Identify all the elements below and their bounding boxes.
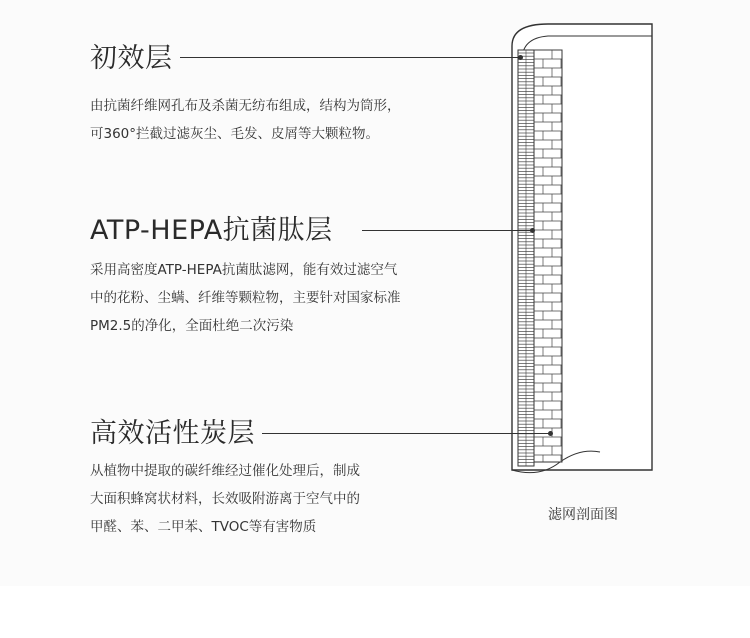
layer-carbon (90, 417, 360, 541)
carbon-honeycomb-strip (534, 50, 562, 462)
leader-dot-primary (518, 55, 523, 60)
layer-desc-line: 甲醛、苯、二甲苯、TVOC等有害物质 (90, 519, 317, 535)
leader-dot-carbon (548, 431, 553, 436)
layer-desc-line: 从植物中提取的碳纤维经过催化处理后，制成 (90, 463, 360, 479)
layer-hepa (90, 214, 401, 340)
diagram-caption: 滤网剖面图 (548, 507, 618, 523)
layer-desc-line: 采用高密度ATP-HEPA抗菌肽滤网，能有效过滤空气 (90, 262, 398, 278)
hepa-mesh-strip (518, 50, 534, 466)
layer-desc-line: 可360°拦截过滤灰尘、毛发、皮屑等大颗粒物。 (90, 126, 380, 142)
leader-line-hepa (362, 230, 532, 231)
layer-desc-line: 中的花粉、尘螨、纤维等颗粒物，主要针对国家标准 (90, 290, 401, 306)
layer-desc-line: 大面积蜂窝状材料，长效吸附游离于空气中的 (90, 491, 360, 507)
layer-description (90, 256, 401, 340)
layer-description (90, 457, 360, 541)
layer-description (90, 92, 401, 148)
layer-title: ATP-HEPA抗菌肽层 (90, 215, 333, 246)
layer-title: 初效层 (90, 43, 173, 74)
leader-line-carbon (262, 433, 550, 434)
leader-dot-hepa (530, 228, 535, 233)
leader-line-primary (180, 57, 520, 58)
layer-desc-line: 由抗菌纤维网孔布及杀菌无纺布组成，结构为筒形， (90, 98, 401, 114)
layer-title: 高效活性炭层 (90, 418, 255, 449)
layer-desc-line: PM2.5的净化，全面杜绝二次污染 (90, 318, 294, 334)
